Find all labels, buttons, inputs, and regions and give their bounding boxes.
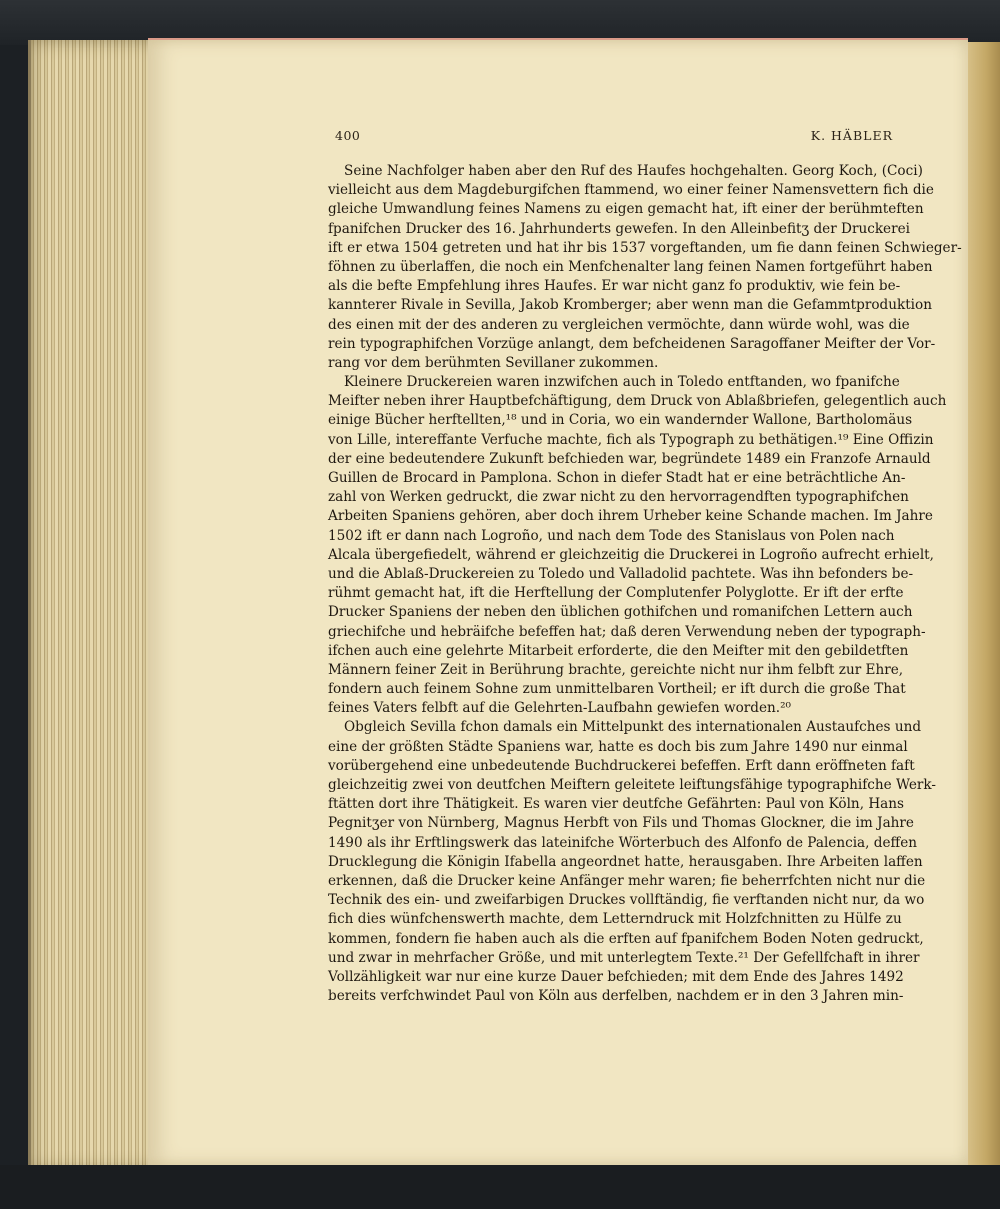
text-line: vielleicht aus dem Magdeburgifchen ftammend, wo einer feiner Namensvettern fich die [328, 182, 934, 199]
book-page-edges [28, 40, 161, 1170]
text-line: rein typographifchen Vorzüge anlangt, dem befcheidenen Saragoffaner Meifter der Vor- [328, 335, 936, 352]
text-line: Alcala übergefiedelt, während er gleichzeitig die Druckerei in Logroño aufrecht erhielt, [328, 546, 934, 563]
text-line: von Lille, intereffante Verfuche machte, fich als Typograph zu bethätigen.¹⁹ Eine Offizin [328, 431, 934, 448]
text-line: erkennen, daß die Drucker keine Anfänger mehr waren; fie beherrfchten nicht nur die [328, 872, 926, 889]
text-line: kannterer Rivale in Sevilla, Jakob Kromberger; aber wenn man die Gefammtproduktion [328, 297, 932, 314]
text-line: Arbeiten Spaniens gehören, aber doch ihrem Urheber keine Schande machen. Im Jahre [328, 508, 933, 525]
text-line: bereits verfchwindet Paul von Köln aus derfelben, nachdem er in den 3 Jahren min- [328, 988, 904, 1005]
text-line: Drucker Spaniens der neben den üblichen gothifchen und romanifchen Lettern auch [328, 604, 913, 621]
text-line: einige Bücher herftellten,¹⁸ und in Coria, wo ein wandernder Wallone, Bartholomäus [328, 412, 913, 429]
running-head [335, 128, 893, 148]
text-line: 1502 ift er dann nach Logroño, und nach dem Tode des Stanislaus von Polen nach [328, 527, 895, 544]
text-line: Obgleich Sevilla fchon damals ein Mittelpunkt des internationalen Austaufches und [344, 719, 922, 736]
page-number: 400 [335, 128, 361, 143]
text-line: Kleinere Druckereien waren inzwifchen auch in Toledo entftanden, wo fpanifche [344, 374, 900, 391]
text-line: Vollzähligkeit war nur eine kurze Dauer befchieden; mit dem Ende des Jahres 1492 [328, 968, 904, 985]
text-line: der eine bedeutendere Zukunft befchieden war, begründete 1489 ein Franzofe Arnauld [328, 450, 931, 467]
text-line: rühmt gemacht hat, ift die Herftellung der Complutenfer Polyglotte. Er ift der erfte [328, 585, 904, 602]
text-line: Technik des ein- und zweifarbigen Druckes vollftändig, fie verftanden nicht nur, da wo [328, 892, 925, 909]
text-line: ifchen auch eine gelehrte Mitarbeit erforderte, die den Meifter mit den gebildetften [328, 642, 909, 659]
text-line: ift er etwa 1504 getreten und hat ihr bis 1537 vorgeftanden, um fie dann feinen Schwieger- [328, 239, 962, 256]
text-line: fich dies wünfchenswerth machte, dem Letterndruck mit Holzfchnitten zu Hülfe zu [328, 911, 902, 928]
text-line: griechifche und hebräifche befeffen hat; daß deren Verwendung neben der typograph- [328, 623, 926, 640]
text-line: Drucklegung die Königin Ifabella angeordnet hatte, herausgaben. Ihre Arbeiten laffen [328, 853, 923, 870]
text-line: kommen, fondern fie haben auch als die erften auf fpanifchem Boden Noten gedruckt, [328, 930, 924, 947]
text-line: und die Ablaß-Druckereien zu Toledo und Valladolid pachtete. Was ihn befonders be- [328, 565, 914, 582]
text-line: Guillen de Brocard in Pamplona. Schon in diefer Stadt hat er eine beträchtliche An- [328, 470, 906, 486]
text-line: feines Vaters felbft auf die Gelehrten-Laufbahn gewiefen worden.²⁰ [328, 700, 791, 717]
text-line: als die befte Empfehlung ihres Haufes. Er war nicht ganz fo produktiv, wie fein be- [328, 278, 901, 295]
text-line: Männern feiner Zeit in Berührung brachte, gereichte nicht nur ihm felbft zur Ehre, [328, 661, 904, 678]
facing-page-edge [965, 42, 1000, 1172]
background-bottom [0, 1165, 1000, 1209]
text-line: zahl von Werken gedruckt, die zwar nicht zu den hervorragendften typographifchen [328, 489, 909, 506]
text-line: Pegnitʒer von Nürnberg, Magnus Herbft von Fils und Thomas Glockner, die im Jahre [328, 815, 914, 832]
text-line: des einen mit der des anderen zu vergleichen vermöchte, dann würde wohl, was die [328, 316, 910, 333]
text-line: Meifter neben ihrer Hauptbefchäftigung, dem Druck von Ablaßbriefen, gelegentlich auch [328, 393, 947, 410]
text-line: Seine Nachfolger haben aber den Ruf des Haufes hochgehalten. Georg Koch, (Coci) [344, 163, 923, 179]
text-line: föhnen zu überlaffen, die noch ein Menfchenalter lang feinen Namen fortgeführt haben [328, 258, 933, 275]
text-line: vorübergehend eine unbedeutende Buchdruckerei befeffen. Erft dann eröffneten faft [328, 757, 915, 774]
author-name: K. HÄBLER [810, 128, 893, 143]
text-line: rang vor dem berühmten Sevillaner zukommen. [328, 354, 659, 371]
text-line: fondern auch feinem Sohne zum unmittelbaren Vortheil; er ift durch die große That [328, 681, 906, 698]
text-line: 1490 als ihr Erftlingswerk das lateinifche Wörterbuch des Alfonfo de Palencia, deffen [328, 834, 918, 851]
text-line: gleiche Umwandlung feines Namens zu eigen gemacht hat, ift einer der berühmteften [328, 201, 924, 218]
text-line: gleichzeitig zwei von deutfchen Meiftern geleitete leiftungsfähige typographifche Werk- [328, 777, 937, 793]
text-line: fpanifchen Drucker des 16. Jahrhunderts gewefen. In den Alleinbefitʒ der Druckerei [328, 220, 910, 237]
text-line: ftätten dort ihre Thätigkeit. Es waren vier deutfche Gefährten: Paul von Köln, Hans [328, 796, 905, 813]
text-line: eine der größten Städte Spaniens war, hatte es doch bis zum Jahre 1490 nur einmal [328, 738, 908, 755]
text-line: und zwar in mehrfacher Größe, und mit unterlegtem Texte.²¹ Der Gefellfchaft in ihrer [328, 949, 920, 966]
body-text [328, 162, 962, 1006]
